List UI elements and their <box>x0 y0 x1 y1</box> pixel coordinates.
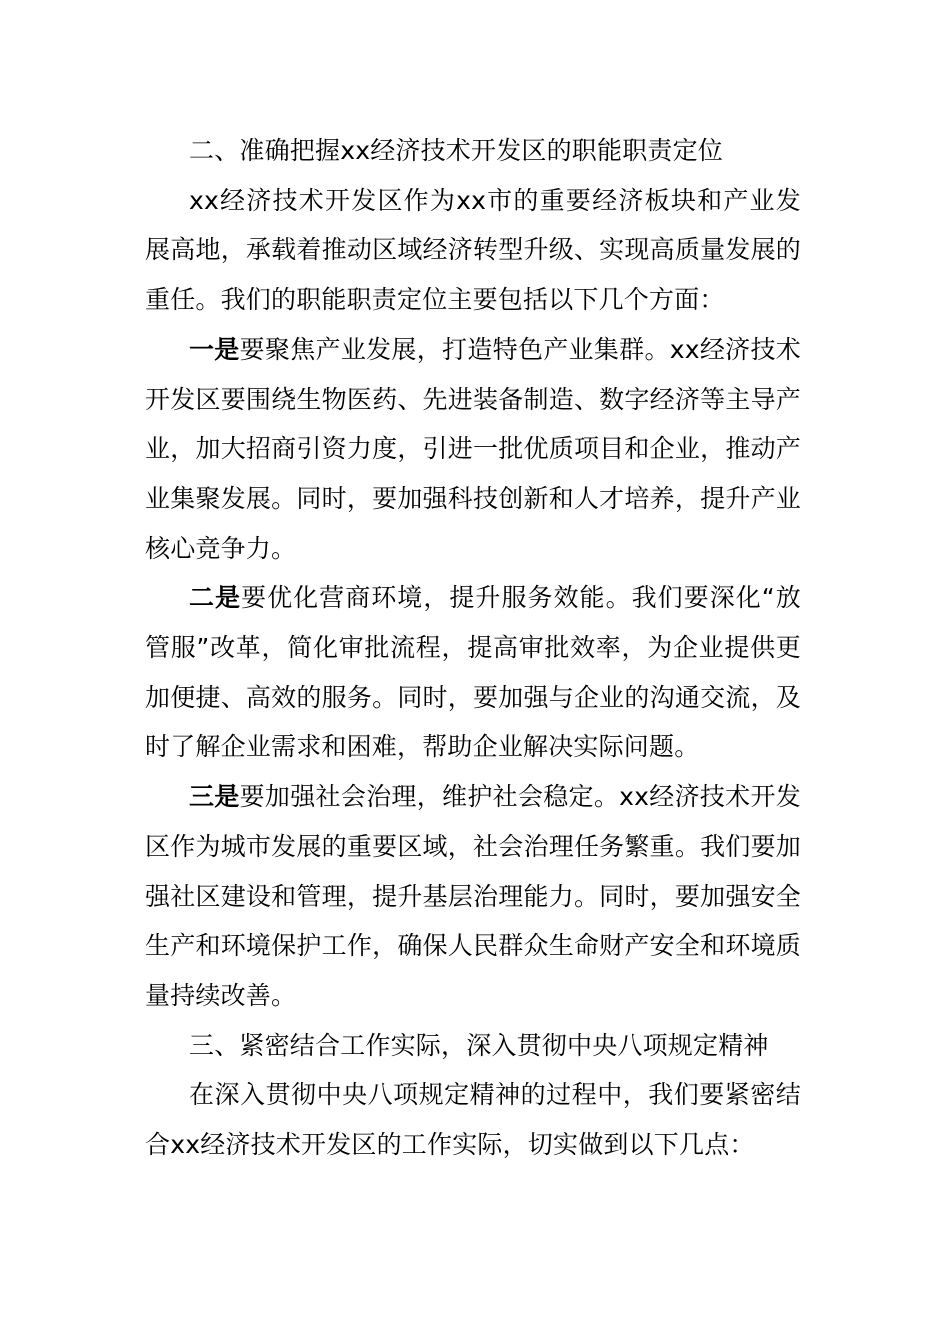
point-3-lead: 三是 <box>189 782 240 812</box>
point-2-text: 要优化营商环境，提升服务效能。我们要深化“放管服”改革，简化审批流程，提高审批效率，为企业提供更加便捷、高效的服务。同时，要加强与企业的沟通交流，及时了解企业需求和困难，帮助企业解决实际问题。 <box>145 583 801 762</box>
point-3-paragraph <box>145 772 801 1021</box>
section-3-paragraph: 在深入贯彻中央八项规定精神的过程中，我们要紧密结合xx经济技术开发区的工作实际，切实做到以下几点： <box>145 1080 801 1160</box>
point-1-paragraph <box>145 325 801 574</box>
document-body <box>145 126 801 1170</box>
point-1-text: 要聚焦产业发展，打造特色产业集群。xx经济技术开发区要围绕生物医药、先进装备制造、数字经济等主导产业，加大招商引资力度，引进一批优质项目和企业，推动产业集聚发展。同时，要加强科技创新和人才培养，提升产业核心竞争力。 <box>145 334 801 563</box>
section-3-heading: 三、紧密结合工作实际，深入贯彻中央八项规定精神 <box>189 1030 769 1060</box>
section-2-intro-paragraph: xx经济技术开发区作为xx市的重要经济板块和产业发展高地，承载着推动区域经济转型升级、实现高质量发展的重任。我们的职能职责定位主要包括以下几个方面： <box>145 185 801 315</box>
point-2-paragraph <box>145 573 801 772</box>
section-2-heading: 二、准确把握xx经济技术开发区的职能职责定位 <box>189 136 723 165</box>
point-3-text: 要加强社会治理，维护社会稳定。xx经济技术开发区作为城市发展的重要区域，社会治理任务繁重。我们要加强社区建设和管理，提升基层治理能力。同时，要加强安全生产和环境保护工作，确保人民群众生命财产安全和环境质量持续改善。 <box>145 782 801 1010</box>
point-2-lead: 二是 <box>189 583 242 613</box>
point-1-lead: 一是 <box>189 334 240 364</box>
